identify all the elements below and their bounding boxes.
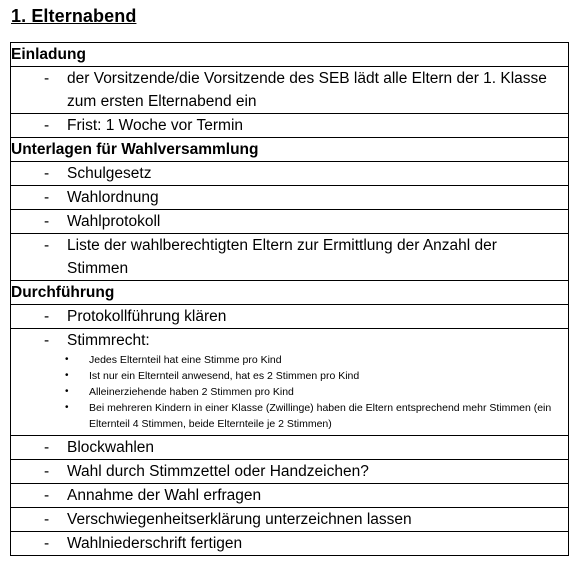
list-item-text: Blockwahlen bbox=[67, 439, 155, 456]
list-item-text: Wahlniederschrift fertigen bbox=[67, 535, 243, 552]
list-item-text: Wahlprotokoll bbox=[67, 213, 161, 230]
list-item bbox=[11, 532, 569, 556]
list-item bbox=[11, 162, 569, 186]
list-item-row bbox=[11, 162, 569, 186]
checklist-body bbox=[11, 43, 569, 556]
list-item-text: Schulgesetz bbox=[67, 165, 152, 182]
dash-marker: - bbox=[44, 213, 50, 230]
bullet-item: • Alleinerziehende haben 2 Stimmen pro Kind bbox=[89, 384, 560, 400]
list-item bbox=[11, 329, 569, 436]
list-item bbox=[11, 210, 569, 234]
dash-marker: - bbox=[44, 511, 50, 528]
list-item-text: Wahl durch Stimmzettel oder Handzeichen? bbox=[67, 463, 369, 480]
dash-marker: - bbox=[44, 165, 50, 182]
list-item-row bbox=[11, 210, 569, 234]
list-item-row bbox=[11, 532, 569, 556]
list-item-row bbox=[11, 234, 569, 281]
list-item bbox=[11, 114, 569, 138]
list-item bbox=[11, 508, 569, 532]
list-item-row bbox=[11, 508, 569, 532]
checklist-table bbox=[10, 42, 569, 556]
document-title: 1. Elternabend bbox=[11, 6, 137, 26]
list-item bbox=[11, 484, 569, 508]
bullet-item: • Bei mehreren Kindern in einer Klasse (Zwillinge) haben die Eltern entsprechend mehr Stimmen (ein Elternteil 4 Stimmen, beide Elternteile je 2 Stimmen) bbox=[89, 400, 560, 432]
dash-marker: - bbox=[44, 308, 50, 325]
dash-marker: - bbox=[44, 439, 50, 456]
dash-marker: - bbox=[44, 332, 50, 349]
section-header-row bbox=[11, 281, 569, 305]
dash-marker: - bbox=[44, 487, 50, 504]
section-heading: Durchführung bbox=[11, 281, 569, 305]
dash-marker: - bbox=[44, 189, 50, 206]
dash-marker: - bbox=[44, 237, 50, 254]
list-item-text: Stimmrecht: bbox=[67, 332, 150, 349]
dash-marker: - bbox=[44, 463, 50, 480]
list-item bbox=[11, 186, 569, 210]
list-item-row bbox=[11, 329, 569, 436]
list-item-row bbox=[11, 484, 569, 508]
list-item-text: der Vorsitzende/die Vorsitzende des SEB lädt alle Eltern der 1. Klasse zum ersten Elternabend ein bbox=[67, 70, 547, 110]
dash-marker: - bbox=[44, 117, 50, 134]
section-header-row bbox=[11, 43, 569, 67]
list-item-row bbox=[11, 186, 569, 210]
list-item bbox=[11, 436, 569, 460]
list-item-row bbox=[11, 67, 569, 114]
bullet-item: • Jedes Elternteil hat eine Stimme pro Kind bbox=[89, 352, 560, 368]
section-header-row bbox=[11, 138, 569, 162]
list-item-text: Verschwiegenheitserklärung unterzeichnen lassen bbox=[67, 511, 412, 528]
list-item-row bbox=[11, 305, 569, 329]
list-item bbox=[11, 305, 569, 329]
bullet-list bbox=[11, 352, 568, 432]
bullet-item: • Ist nur ein Elternteil anwesend, hat es 2 Stimmen pro Kind bbox=[89, 368, 560, 384]
list-item bbox=[11, 67, 569, 114]
list-item-row bbox=[11, 436, 569, 460]
list-item-text: Protokollführung klären bbox=[67, 308, 227, 325]
list-item-row bbox=[11, 114, 569, 138]
dash-marker: - bbox=[44, 70, 50, 87]
list-item-text: Annahme der Wahl erfragen bbox=[67, 487, 262, 504]
list-item-row bbox=[11, 460, 569, 484]
list-item bbox=[11, 234, 569, 281]
list-item-text: Liste der wahlberechtigten Eltern zur Ermittlung der Anzahl der Stimmen bbox=[67, 237, 497, 277]
dash-marker: - bbox=[44, 535, 50, 552]
list-item-text: Frist: 1 Woche vor Termin bbox=[67, 117, 244, 134]
list-item bbox=[11, 460, 569, 484]
section-heading: Einladung bbox=[11, 43, 569, 67]
section-heading: Unterlagen für Wahlversammlung bbox=[11, 138, 569, 162]
list-item-text: Wahlordnung bbox=[67, 189, 159, 206]
